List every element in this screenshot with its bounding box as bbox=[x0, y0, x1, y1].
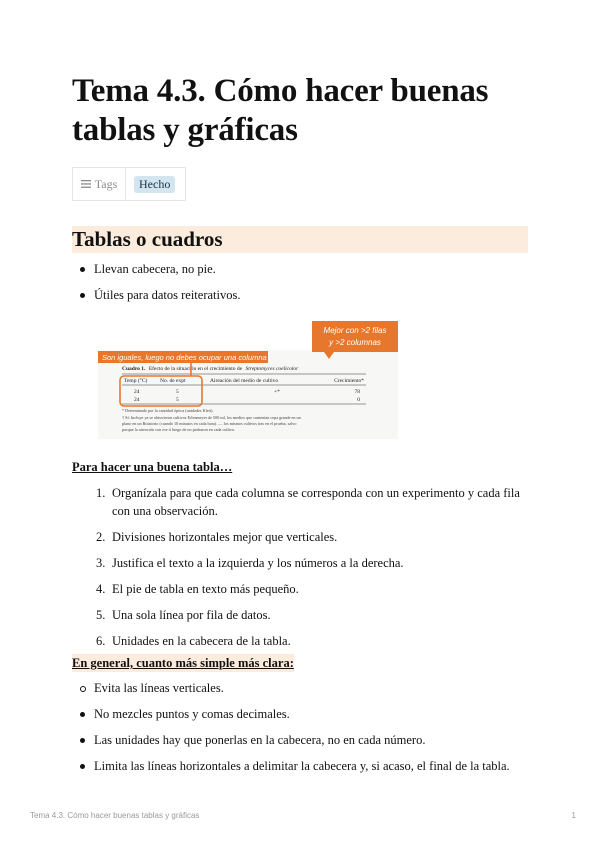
callout-top-line-1: Mejor con >2 filas bbox=[323, 326, 387, 335]
list-item: 3. Justifica el texto a la izquierda y los números a la derecha. bbox=[96, 556, 404, 570]
tags-label: Tags bbox=[94, 176, 118, 191]
list-item: Útiles para datos reiterativos. bbox=[72, 286, 240, 304]
page-title: Tema 4.3. Cómo hacer buenas tablas y gráficas bbox=[72, 73, 489, 148]
table-footnote: † Sí: Incluye ya se obtuvieron cultivos Erlenmeyer de 500 ml, los medios que contenían cepa grande en un bbox=[122, 415, 301, 420]
list-item: 5. Una sola línea por fila de datos. bbox=[96, 608, 271, 622]
list-item: 4. El pie de tabla en texto más pequeño. bbox=[96, 582, 299, 596]
table-cell: 5 bbox=[176, 389, 179, 395]
step-text: Organízala para que cada columna se corresponda con un experimento y cada fila con una observación. bbox=[112, 486, 520, 518]
table-footnote: * Determinado por la cantidad óptica (unidades Klett). bbox=[122, 408, 214, 413]
table-cell: 24 bbox=[134, 389, 140, 395]
step-text: Justifica el texto a la izquierda y los números a la derecha. bbox=[112, 556, 404, 570]
tags-value[interactable] bbox=[126, 168, 185, 200]
step-text: Unidades en la cabecera de la tabla. bbox=[112, 634, 291, 648]
footer-title: Tema 4.3. Cómo hacer buenas tablas y gráficas bbox=[30, 811, 200, 820]
section-heading: Tablas o cuadros bbox=[72, 226, 528, 253]
table-example-figure bbox=[98, 321, 398, 439]
good-table-heading: Para hacer una buena tabla… bbox=[72, 460, 233, 474]
good-table-steps bbox=[72, 484, 532, 650]
callout-left-text: Son iguales, luego no debes ocupar una columna bbox=[102, 353, 267, 362]
list-item: 1. Organízala para que cada columna se corresponda con un experimento y cada fila con una observación. bbox=[96, 486, 520, 518]
table-header-expt: No. de expt bbox=[160, 378, 186, 384]
tags-property-name bbox=[73, 168, 126, 200]
table-cell: 24 bbox=[134, 397, 140, 403]
table-cell: +* bbox=[274, 389, 280, 395]
general-bullet-list bbox=[72, 679, 532, 775]
callout-top-line-2: y >2 columnas bbox=[329, 338, 381, 347]
table-caption bbox=[122, 365, 299, 372]
list-icon bbox=[81, 180, 91, 188]
table-caption-a: Cuadro 1. bbox=[122, 366, 146, 372]
list-item: Evita las líneas verticales. bbox=[72, 679, 532, 697]
page-number: 1 bbox=[571, 811, 576, 820]
general-heading: En general, cuanto más simple más clara: bbox=[72, 656, 294, 670]
tag-hecho[interactable]: Hecho bbox=[134, 176, 175, 193]
table-cell: 5 bbox=[176, 397, 179, 403]
page-footer bbox=[30, 811, 576, 820]
table-header-temp: Temp (°C) bbox=[124, 378, 148, 384]
step-text: Divisiones horizontales mejor que verticales. bbox=[112, 530, 338, 544]
table-footnote: plano en un Rotatorio (cuando 10 minutos en cada hora). — los mismos cultivos tras en el prueba, salvo bbox=[122, 421, 297, 426]
list-item: Las unidades hay que ponerlas en la cabecera, no en cada número. bbox=[72, 731, 532, 749]
table-footnote: porque la aireación con ese ti luego de no probaron en cada cultivo. bbox=[122, 427, 236, 432]
table-header-growth: Crecimiento* bbox=[334, 378, 364, 384]
step-text: Una sola línea por fila de datos. bbox=[112, 608, 271, 622]
list-item: Llevan cabecera, no pie. bbox=[72, 260, 240, 278]
list-item: 6. Unidades en la cabecera de la tabla. bbox=[96, 634, 291, 648]
list-item: Limita las líneas horizontales a delimitar la cabecera y, si acaso, el final de la tabla. bbox=[72, 757, 532, 775]
table-caption-b: Efecto de la situación en el crecimiento de bbox=[148, 366, 243, 372]
table-cell: 0 bbox=[357, 397, 360, 403]
tags-property[interactable] bbox=[72, 167, 186, 201]
table-caption-c: Streptomyces coelicolor bbox=[245, 366, 299, 372]
step-text: El pie de tabla en texto más pequeño. bbox=[112, 582, 299, 596]
table-header-aeration: Aireación del medio de cultivo bbox=[210, 378, 279, 384]
table-cell: 78 bbox=[354, 389, 360, 395]
intro-bullet-list bbox=[72, 260, 240, 304]
list-item: 2. Divisiones horizontales mejor que verticales. bbox=[96, 530, 338, 544]
list-item: No mezcles puntos y comas decimales. bbox=[72, 705, 532, 723]
